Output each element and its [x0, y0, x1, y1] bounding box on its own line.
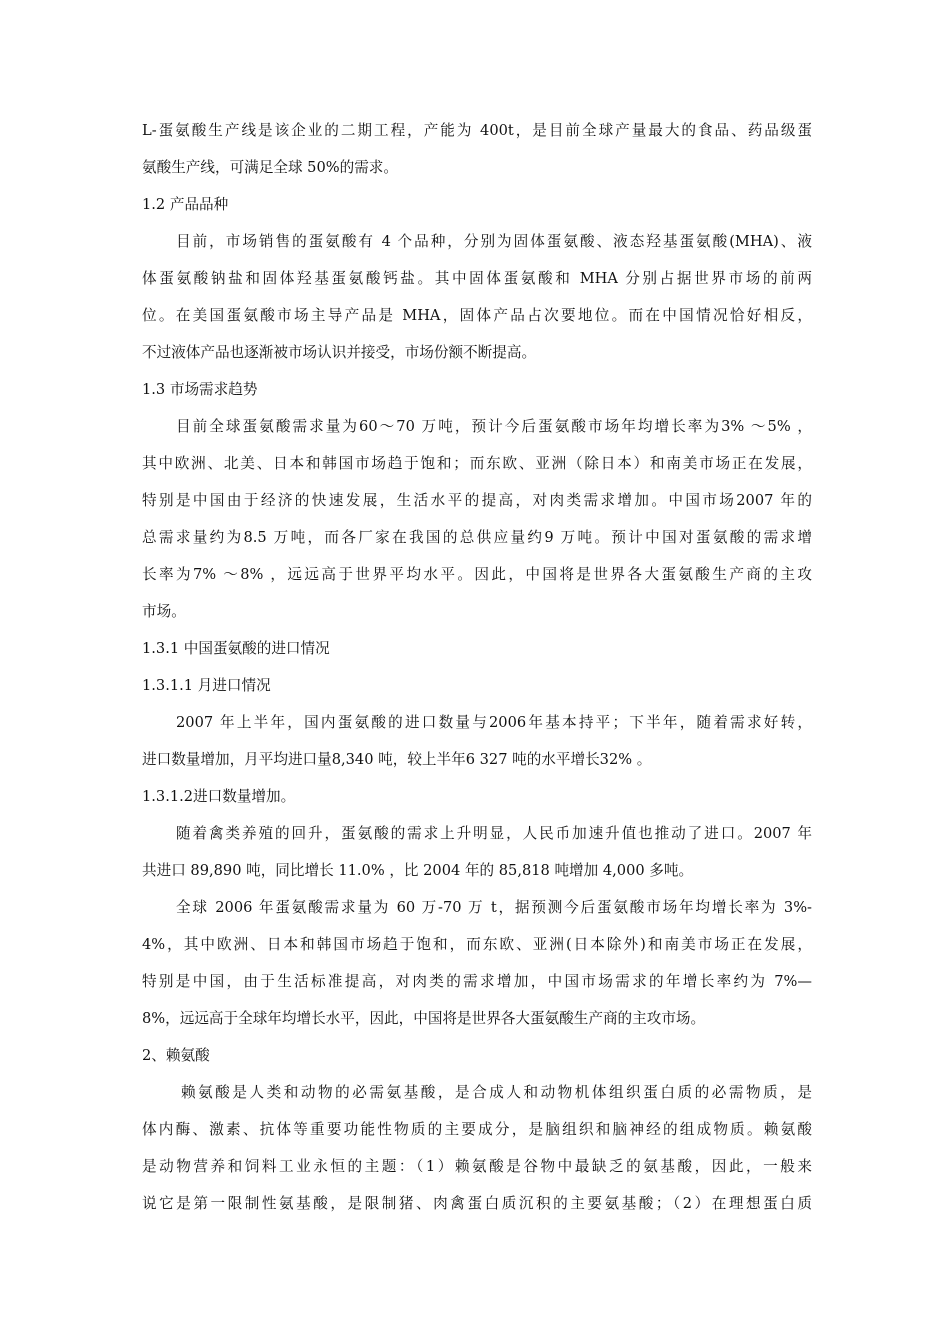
- section-heading: 1.3 市场需求趋势: [142, 381, 258, 398]
- body-text-line: 目前，市场销售的蛋氨酸有 4 个品种，分别为固体蛋氨酸、液态羟基蛋氨酸(MHA)、液: [176, 233, 812, 250]
- body-text-line: 说它是第一限制性氨基酸，是限制猪、肉禽蛋白质沉积的主要氨基酸；（2）在理想蛋白质: [142, 1195, 812, 1212]
- section-heading: 1.3.1.2进口数量增加。: [142, 788, 296, 805]
- body-text-line: 总需求量约为8.5 万吨，而各厂家在我国的总供应量约9 万吨。预计中国对蛋氨酸的需求增: [142, 529, 812, 546]
- body-text-line: 进口数量增加，月平均进口量8,340 吨，较上半年6 327 吨的水平增长32% 。: [142, 751, 652, 768]
- body-text-line: 特别是中国，由于生活标准提高，对肉类的需求增加，中国市场需求的年增长率约为 7%—: [142, 973, 812, 990]
- body-text-line: 位。在美国蛋氨酸市场主导产品是 MHA，固体产品占次要地位。而在中国情况恰好相反，: [142, 307, 812, 324]
- body-text-line: 市场。: [142, 603, 186, 620]
- body-text-line: 体蛋氨酸钠盐和固体羟基蛋氨酸钙盐。其中固体蛋氨酸和 MHA 分别占据世界市场的前两: [142, 270, 812, 287]
- body-text-line: 随着禽类养殖的回升，蛋氨酸的需求上升明显，人民币加速升值也推动了进口。2007 年: [176, 825, 812, 842]
- section-heading: 1.3.1 中国蛋氨酸的进口情况: [142, 640, 330, 657]
- body-text-line: 特别是中国由于经济的快速发展，生活水平的提高，对肉类需求增加。中国市场2007 年的: [142, 492, 812, 509]
- body-text-line: 共进口 89,890 吨，同比增长 11.0% ，比 2004 年的 85,818 吨增加 4,000 多吨。: [142, 862, 694, 879]
- body-text-line: L-蛋氨酸生产线是该企业的二期工程，产能为 400t，是目前全球产量最大的食品、药品级蛋: [142, 122, 812, 139]
- body-text-line: 全球 2006 年蛋氨酸需求量为 60 万-70 万 t，据预测今后蛋氨酸市场年均增长率为 3%-: [176, 899, 812, 916]
- body-text-line: 其中欧洲、北美、日本和韩国市场趋于饱和；而东欧、亚洲（除日本）和南美市场正在发展，: [142, 455, 812, 472]
- body-text-line: 赖氨酸是人类和动物的必需氨基酸，是合成人和动物机体组织蛋白质的必需物质，是: [181, 1084, 812, 1101]
- body-text-line: 2007 年上半年，国内蛋氨酸的进口数量与2006年基本持平；下半年，随着需求好转，: [176, 714, 812, 731]
- body-text-line: 体内酶、激素、抗体等重要功能性物质的主要成分，是脑组织和脑神经的组成物质。赖氨酸: [142, 1121, 812, 1138]
- body-text-line: 不过液体产品也逐渐被市场认识并接受，市场份额不断提高。: [142, 344, 537, 361]
- section-heading: 1.3.1.1 月进口情况: [142, 677, 271, 694]
- section-heading: 2、赖氨酸: [142, 1047, 210, 1064]
- body-text-line: 氨酸生产线，可满足全球 50%的需求。: [142, 159, 398, 176]
- body-text-line: 长率为7% ～8% ，远远高于世界平均水平。因此，中国将是世界各大蛋氨酸生产商的主攻: [142, 566, 812, 583]
- body-text-line: 目前全球蛋氨酸需求量为60～70 万吨，预计今后蛋氨酸市场年均增长率为3% ～5% ，: [176, 418, 812, 435]
- body-text-line: 是动物营养和饲料工业永恒的主题：（1）赖氨酸是谷物中最缺乏的氨基酸，因此，一般来: [142, 1158, 812, 1175]
- section-heading: 1.2 产品品种: [142, 196, 229, 213]
- body-text-line: 4%，其中欧洲、日本和韩国市场趋于饱和，而东欧、亚洲(日本除外)和南美市场正在发展，: [142, 936, 812, 953]
- body-text-line: 8%，远远高于全球年均增长水平，因此，中国将是世界各大蛋氨酸生产商的主攻市场。: [142, 1010, 706, 1027]
